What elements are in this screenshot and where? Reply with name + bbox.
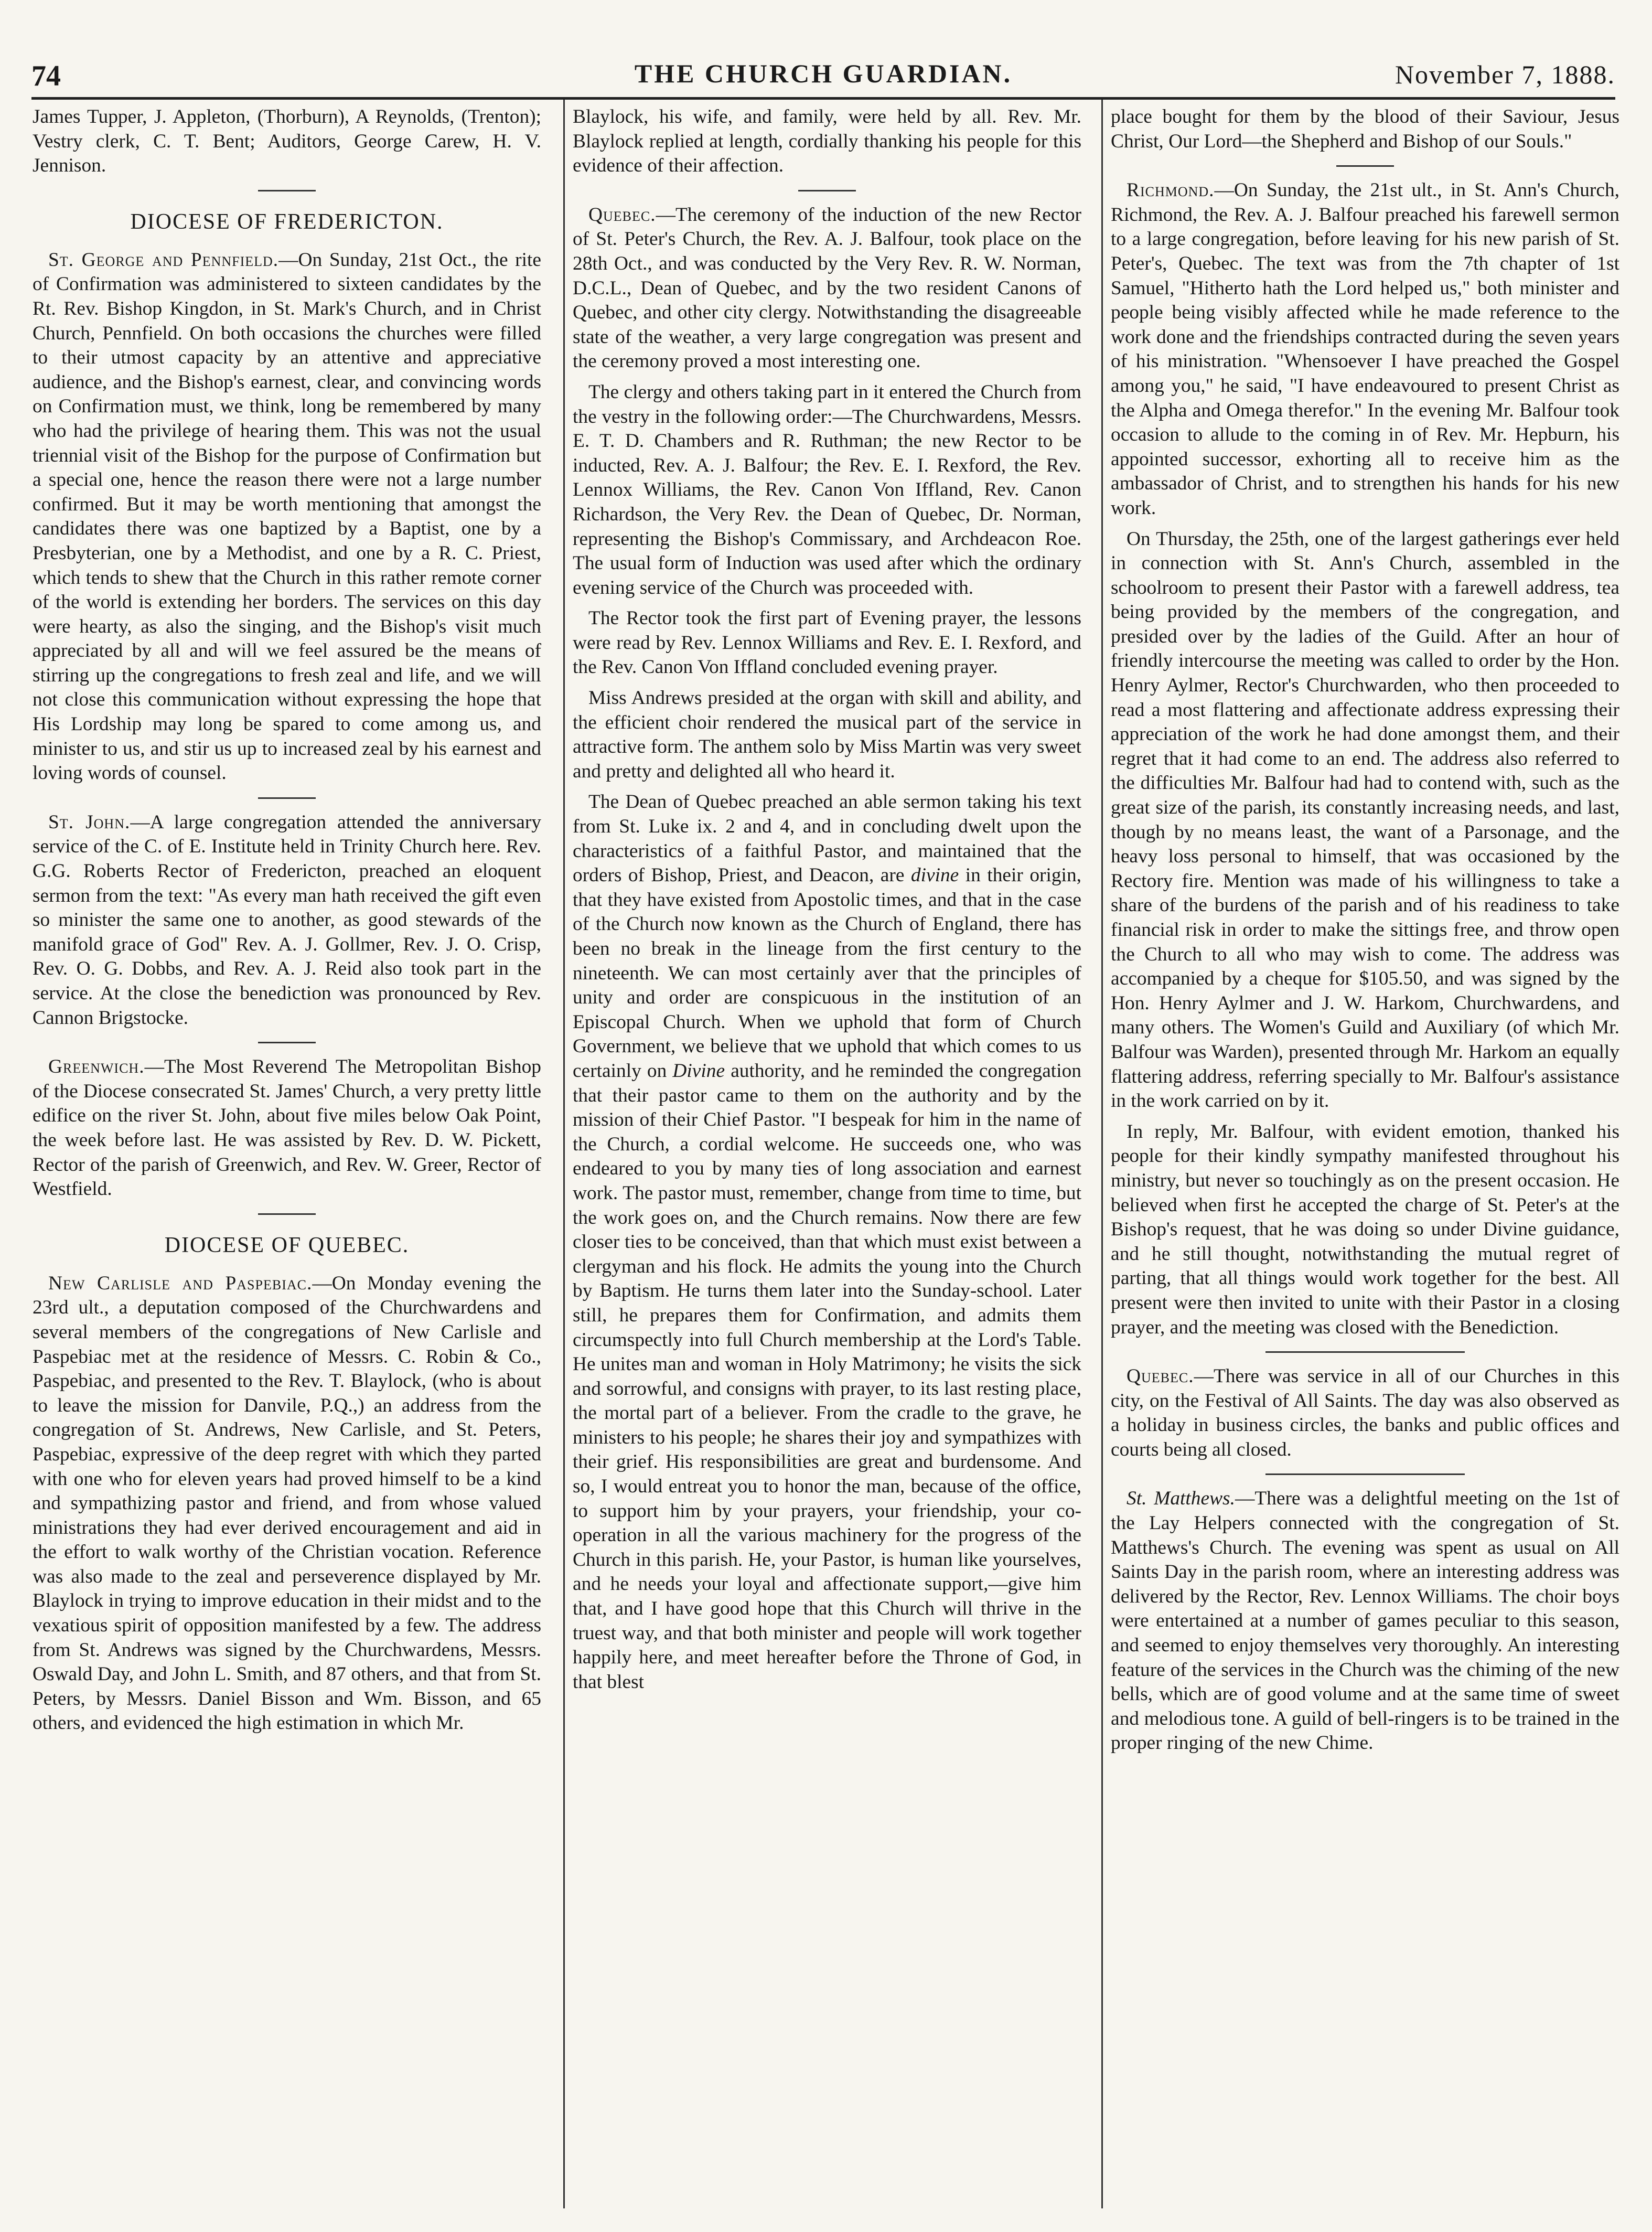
article-heading: Quebec. [1127,1365,1194,1387]
paragraph: On Thursday, the 25th, one of the largest gatherings ever held in connection with St. Ann's Church, assembled in the schoolroom to present their Pastor with a farewell address, tea being provided by the members of the congregation, and presided over by the ladies of the Guild. After an hour of friendly intercourse the meeting was called to order by the Hon. Henry Aylmer, Rector's Churchwarden, who then proceeded to read a most flattering and affectionate address expressing their appreciation of the work he had done amongst them, and their regret that it had come to an end. The address also referred to the difficulties Mr. Balfour had had to contend with, such as the great size of the parish, its constantly increasing needs, and last, though by no means least, the want of a Parsonage, and the heavy loss personal to himself, that was occasioned by the Rectory fire. Mention was made of his willingness to take a share of the burdens of the parish and of his readiness to take financial risk in order to make the sittings free, and throw open the Church to all who may wish to come. The address was accompanied by a cheque for $105.50, and was signed by the Hon. Henry Aylmer and J. W. Harkom, Churchwardens, and many others. The Women's Guild and Auxiliary (of which Mr. Balfour was Warden), presented through Mr. Harkom an equally flattering address, referring specially to Mr. Balfour's assistance in the work carried on by it. [1111,528,1619,1112]
paragraph: James Tupper, J. Appleton, (Thorburn), A Reynolds, (Trenton); Vestry clerk, C. T. Bent; Auditors, George Carew, H. V. Jennison. [33,106,541,177]
paragraph: place bought for them by the blood of their Saviour, Jesus Christ, Our Lord—the Shepherd and Bishop of our Souls." [1111,106,1619,152]
separator-rule [258,1213,316,1215]
separator-rule [1265,1473,1465,1475]
emphasis: Divine [672,1060,725,1082]
section-heading: DIOCESE OF QUEBEC. [164,1233,410,1257]
separator-rule [1265,1351,1465,1353]
article-heading: St. George and Pennfield. [48,249,279,271]
article-heading: Quebec. [588,204,656,226]
article [33,1055,541,1202]
column-divider [563,100,565,2208]
article [1111,1364,1619,1462]
article-body: —On Sunday, the 21st ult., in St. Ann's Church, Richmond, the Rev. A. J. Balfour preached his farewell sermon to a large congregation, before leaving for his new parish of St. Peter's, Quebec. The text was from the 7th chapter of 1st Samuel, "Hitherto hath the Lord helped us," both minister and people being visibly affected while he made reference to the work done and the friendships contracted during the seven years of his ministration. "Whensoever I have preached the Gospel among you," he said, "I have endeavoured to present Christ as the Alpha and Omega therefor." In the evening Mr. Balfour took occasion to allude to the coming in of Rev. Mr. Hepburn, his appointed successor, exhorting all to receive him as the ambassador of Christ, and to strengthen his hands for his new work. [1111,179,1619,519]
column-divider [1101,100,1103,2208]
page-number: 74 [31,60,61,92]
column-3 [1111,105,1619,2208]
paragraph-text: The Dean of Quebec preached an able sermon taking his text from St. Luke ix. 2 and 4, and in concluding dwelt upon the characteristics of a faithful Pastor, and maintained that the orders of Bishop, Priest, and Deacon, are [573,791,1081,887]
article-body: —A large congregation attended the anniversary service of the C. of E. Institute held in Trinity Church here. Rev. G.G. Roberts Rector of Fredericton, preached an eloquent sermon from the text: "As every man hath received the gift even so minister the same one to another, as good stewards of the manifold grace of God" Rev. A. J. Gollmer, Rev. J. O. Crisp, Rev. O. G. Dobbs, and Rev. A. J. Reid also took part in the service. At the close the benediction was pronounced by Rev. Cannon Brigstocke. [33,811,541,1029]
section-heading: DIOCESE OF FREDERICTON. [130,209,444,234]
column-1 [33,105,541,2208]
paragraph: Miss Andrews presided at the organ with skill and ability, and the efficient choir rendered the musical part of the service in attractive form. The anthem solo by Miss Martin was very sweet and pretty and delighted all who heard it. [573,687,1081,782]
article [33,1272,541,1736]
article-body: —There was a delightful meeting on the 1st of the Lay Helpers connected with the congregation of St. Matthews's Church. The evening was spent as usual on All Saints Day in the parish room, where an interesting address was delivered by the Rector, Rev. Lennox Williams. The choir boys were entertained at a number of games peculiar to this season, and seemed to enjoy themselves very thoroughly. An interesting feature of the services in the Church was the chiming of the new bells, which are of good volume and at the same time of sweet and melodious tone. A guild of bell-ringers is to be trained in the proper ringing of the new Chime. [1111,1488,1619,1754]
issue-date: November 7, 1888. [1394,60,1615,89]
article-body: —The Most Reverend The Metropolitan Bishop of the Diocese consecrated St. James' Church, a very pretty little edifice on the river St. John, about five miles below Oak Point, the week before last. He was assisted by Rev. D. W. Pickett, Rector of the parish of Greenwich, and Rev. W. Greer, Rector of Westfield. [33,1056,541,1200]
article [573,203,1081,374]
newspaper-title: THE CHURCH GUARDIAN. [634,59,1013,88]
paragraph: In reply, Mr. Balfour, with evident emotion, thanked his people for their kindly sympathy manifested throughout his ministry, but never so touchingly as on the present occasion. He believed when first he accepted the charge of St. Peter's at the Bishop's request, that he was doing so under Divine guidance, and he still thought, notwithstanding the mutual regret of parting, that all things would work together for the best. All present were then invited to unite with their Pastor in a closing prayer, and the meeting was closed with the Benediction. [1111,1120,1619,1338]
separator-rule [258,1042,316,1043]
separator-rule [1336,165,1394,167]
paragraph-text: authority, and he reminded the congregation that their pastor came to them on the authority and by the mission of their Chief Pastor. "I bespeak for him in the name of the Church, a cordial welcome. He succeeds one, who was endeared to you by many ties of long association and earnest work. The pastor must, remember, change from time to time, but the work goes on, and the Church remains. Now there are few closer ties to be conceived, than that which must exist between a clergyman and his flock. He admits the young into the Church by Baptism. He turns them later into the Sunday-school. Later still, he prepares them for Confirmation, and admits them circumspectly into full Church membership at the Lord's Table. He unites man and woman in Holy Matrimony; he visits the sick and sorrowful, and consigns with prayer, to its last resting place, the mortal part of a believer. From the cradle to the grave, he ministers to his people; he shares their joy and sympathizes with their grief. His responsibilities are great and burdensome. And so, I would entreat you to honor the man, because of the office, to support him by your prayers, your friendship, your co-operation in all the various machinery for the progress of the Church in this parish. He, your Pastor, is human like yourselves, and he needs your loyal and affectionate support,—give him that, and I have good hope that this Church will thrive in the truest way, and that both minister and people will work together happily here, and meet hereafter before the Throne of God, in that blest [573,1060,1081,1693]
paragraph: The Rector took the first part of Evening prayer, the lessons were read by Rev. Lennox Williams and Rev. E. I. Rexford, and the Rev. Canon Von Iffland concluded evening prayer. [573,607,1081,678]
separator-rule [798,190,856,191]
paragraph: The clergy and others taking part in it entered the Church from the vestry in the following order:—The Churchwardens, Messrs. E. T. D. Chambers and R. Ruthman; the new Rector to be inducted, Rev. A. J. Balfour; the Rev. E. I. Rexford, the Rev. Lennox Williams, the Rev. Canon Von Iffland, Rev. Canon Richardson, the Very Rev. the Dean of Quebec, Dr. Norman, representing the Bishop's Commissary, and Archdeacon Roe. The usual form of Induction was used after which the ordinary evening service of the Church was proceeded with. [573,381,1081,599]
separator-rule [258,797,316,799]
article-heading: Greenwich. [48,1056,145,1078]
article-heading: Richmond. [1127,179,1215,201]
article-heading: New Carlisle and Paspebiac. [48,1272,313,1294]
article [1111,178,1619,520]
column-2 [573,105,1081,2208]
article-body: —The ceremony of the induction of the new Rector of St. Peter's Church, the Rev. A. J. Balfour, took place on the 28th Oct., and was conducted by the Very Rev. R. W. Norman, D.C.L., Dean of Quebec, and by the two resident Canons of Quebec, and other city clergy. Notwithstanding the disagreeable state of the weather, a very large congregation was present and the ceremony proved a most interesting one. [573,204,1081,372]
paragraph: Blaylock, his wife, and family, were held by all. Rev. Mr. Blaylock replied at length, cordially thanking his people for this evidence of their affection. [573,106,1081,177]
article [1111,1487,1619,1756]
article-heading: St. Matthews. [1127,1488,1235,1510]
paragraph [573,790,1081,1694]
page-header [31,50,1615,100]
emphasis: divine [910,864,959,887]
separator-rule [258,190,316,191]
article-body: —There was service in all of our Churches in this city, on the Festival of All Saints. The day was also observed as a holiday in business circles, the banks and public offices and courts being all closed. [1111,1365,1619,1460]
article [33,248,541,786]
article [33,810,541,1030]
article-body: —On Sunday, 21st Oct., the rite of Confirmation was administered to sixteen candidates by the Rt. Rev. Bishop Kingdon, in St. Mark's Church, and in Christ Church, Pennfield. On both occasions the churches were filled to their utmost capacity by an attentive and appreciative audience, and the Bishop's earnest, clear, and convincing words on Confirmation must, we think, long be remembered by many who had the privilege of hearing them. This was not the usual triennial visit of the Bishop for the purpose of Confirmation but a special one, hence the reason there were not a large number confirmed. But it may be worth mentioning that amongst the candidates there was one baptized by a Baptist, one by a Presbyterian, one by a Methodist, and one by a R. C. Priest, which tends to shew that the Church in this rather remote corner of the world is extending her borders. The services on this day were hearty, as also the singing, and the Bishop's visit much appreciated by all and will we feel assured be the means of stirring up the congregations to fresh zeal and life, and we will not close this communication without expressing the hope that His Lordship may long be spared to come among us, and minister to us, and stir us up to increased zeal by his earnest and loving words of counsel. [33,249,541,784]
article-heading: St. John. [48,811,131,833]
article-body: —On Monday evening the 23rd ult., a deputation composed of the Churchwardens and several members of the congregations of New Carlisle and Paspebiac met at the residence of Messrs. C. Robin & Co., Paspebiac, and presented to the Rev. T. Blaylock, (who is about to leave the mission for Danvile, P.Q.,) an address from the congregation of St. Andrews, New Carlisle, and St. Peters, Paspebiac, expressive of the deep regret with which they parted with one who for eleven years had proved himself to be a kind and sympathizing pastor and friend, and from whose valued ministrations they had ever derived encouragement and aid in the effort to walk worthy of the Christian vocation. Reference was also made to the zeal and perseverence displayed by Mr. Blaylock in trying to improve education in their midst and to the vexatious spirit of opposition manifested by a few. The address from St. Andrews was signed by the Churchwardens, Messrs. Oswald Day, and John L. Smith, and 87 others, and that from St. Peters, by Messrs. Daniel Bisson and Wm. Bisson, and 65 others, and evidenced the high estimation in which Mr. [33,1272,541,1734]
paragraph-text: in their origin, that they have existed from Apostolic times, and that in the case of the Church now known as the Church of England, there has been no break in the lineage from the first century to the nineteenth. We can most certainly aver that the principles of unity and order are conspicuous in the institution of an Episcopal Church. When we uphold that form of Church Government, we believe that we uphold that which comes to us certainly on [573,864,1081,1082]
